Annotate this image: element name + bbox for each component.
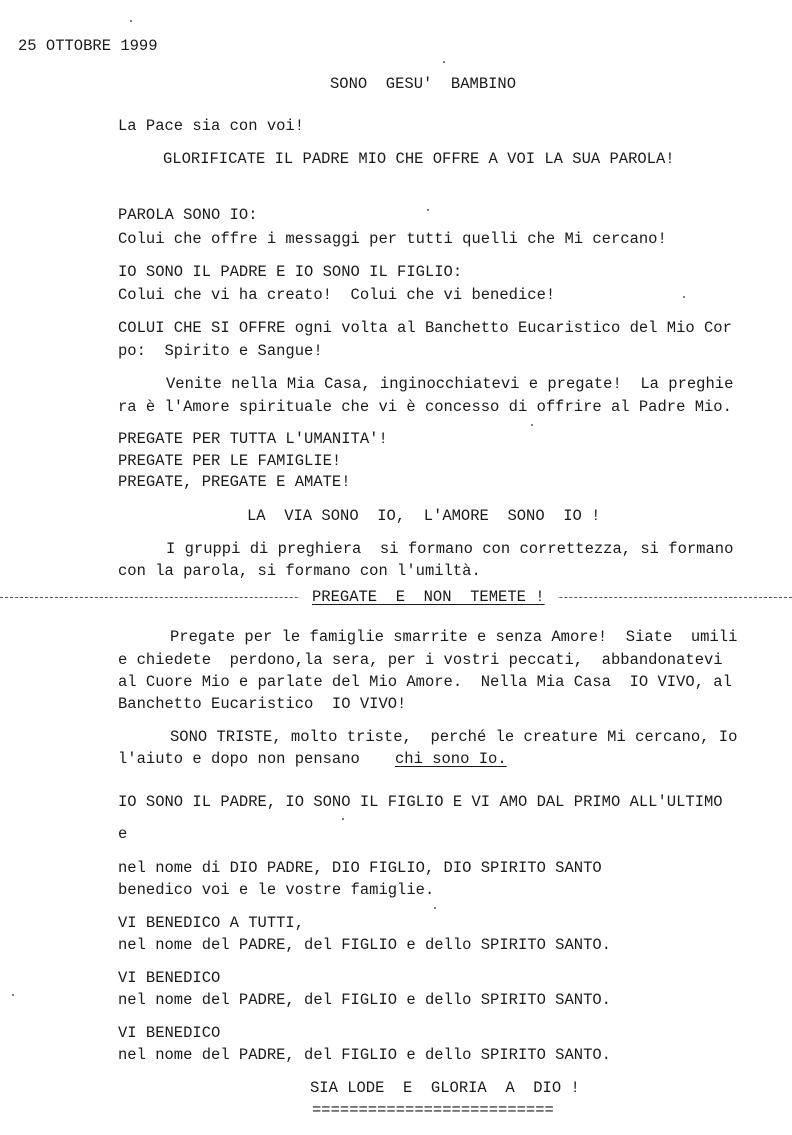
p11-line-1: VI BENEDICO — [118, 969, 221, 987]
pregate-line-3: PREGATE, PREGATE E AMATE! — [118, 473, 351, 491]
p3-line-1: COLUI CHE SI OFFRE ogni volta al Banchetto Eucaristico del Mio Cor — [118, 319, 732, 337]
p2-line-2: Colui che vi ha creato! Colui che vi benedice! — [118, 286, 556, 304]
p6-line-4: Banchetto Eucaristico IO VIVO! — [118, 695, 407, 713]
speck — [531, 424, 533, 426]
separator-label: PREGATE E NON TEMETE ! — [300, 587, 557, 607]
closing-rule: ========================== — [312, 1101, 554, 1119]
pregate-line-2: PREGATE PER LE FAMIGLIE! — [118, 452, 342, 470]
p9-line-2: benedico voi e le vostre famiglie. — [118, 881, 435, 899]
date: 25 OTTOBRE 1999 — [18, 37, 158, 55]
p4-line-2: ra è l'Amore spirituale che vi è concesso di offrire al Padre Mio. — [118, 398, 732, 416]
speck — [683, 296, 685, 298]
p12-line-1: VI BENEDICO — [118, 1024, 221, 1042]
via-heading: LA VIA SONO IO, L'AMORE SONO IO ! — [247, 507, 601, 525]
p3-line-2: po: Spirito e Sangue! — [118, 342, 323, 360]
speck — [434, 907, 436, 909]
pregate-line-1: PREGATE PER TUTTA L'UMANITA'! — [118, 430, 388, 448]
p12-line-2: nel nome del PADRE, del FIGLIO e dello SPIRITO SANTO. — [118, 1046, 611, 1064]
p2-line-1: IO SONO IL PADRE E IO SONO IL FIGLIO: — [118, 263, 463, 281]
p1-line-2: Colui che offre i messaggi per tutti quelli che Mi cercano! — [118, 230, 667, 248]
p8-e: e — [118, 825, 128, 843]
p5-line-1: I gruppi di preghiera si formano con correttezza, si formano — [166, 540, 734, 558]
p10-line-2: nel nome del PADRE, del FIGLIO e dello SPIRITO SANTO. — [118, 936, 611, 954]
greeting: La Pace sia con voi! — [118, 117, 305, 135]
speck — [443, 61, 445, 63]
glorificate: GLORIFICATE IL PADRE MIO CHE OFFRE A VOI LA SUA PAROLA! — [163, 150, 675, 168]
speck — [130, 20, 132, 22]
p6-line-3: al Cuore Mio e parlate del Mio Amore. Nella Mia Casa IO VIVO, al — [118, 673, 732, 691]
speck — [427, 209, 429, 211]
p7-underlined: chi sono Io. — [395, 750, 507, 768]
p7-line-1: SONO TRISTE, molto triste, perché le creature Mi cercano, Io — [170, 728, 738, 746]
p6-line-2: e chiedete perdono,la sera, per i vostri peccati, abbandonatevi — [118, 651, 723, 669]
p9-line-1: nel nome di DIO PADRE, DIO FIGLIO, DIO SPIRITO SANTO — [118, 859, 602, 877]
speck — [12, 994, 14, 996]
p4-line-1: Venite nella Mia Casa, inginocchiatevi e pregate! La preghie — [166, 375, 734, 393]
p1-line-1: PAROLA SONO IO: — [118, 206, 258, 224]
p6-line-1: Pregate per le famiglie smarrite e senza Amore! Siate umili — [170, 628, 738, 646]
speck — [342, 818, 344, 820]
title: SONO GESU' BAMBINO — [330, 75, 517, 93]
p7-line-2: l'aiuto e dopo non pensano — [118, 750, 360, 768]
p10-line-1: VI BENEDICO A TUTTI, — [118, 914, 305, 932]
closing: SIA LODE E GLORIA A DIO ! — [310, 1079, 580, 1097]
p11-line-2: nel nome del PADRE, del FIGLIO e dello SPIRITO SANTO. — [118, 991, 611, 1009]
p5-line-2: con la parola, si formano con l'umiltà. — [118, 562, 481, 580]
p8: IO SONO IL PADRE, IO SONO IL FIGLIO E VI AMO DAL PRIMO ALL'ULTIMO — [118, 793, 723, 811]
